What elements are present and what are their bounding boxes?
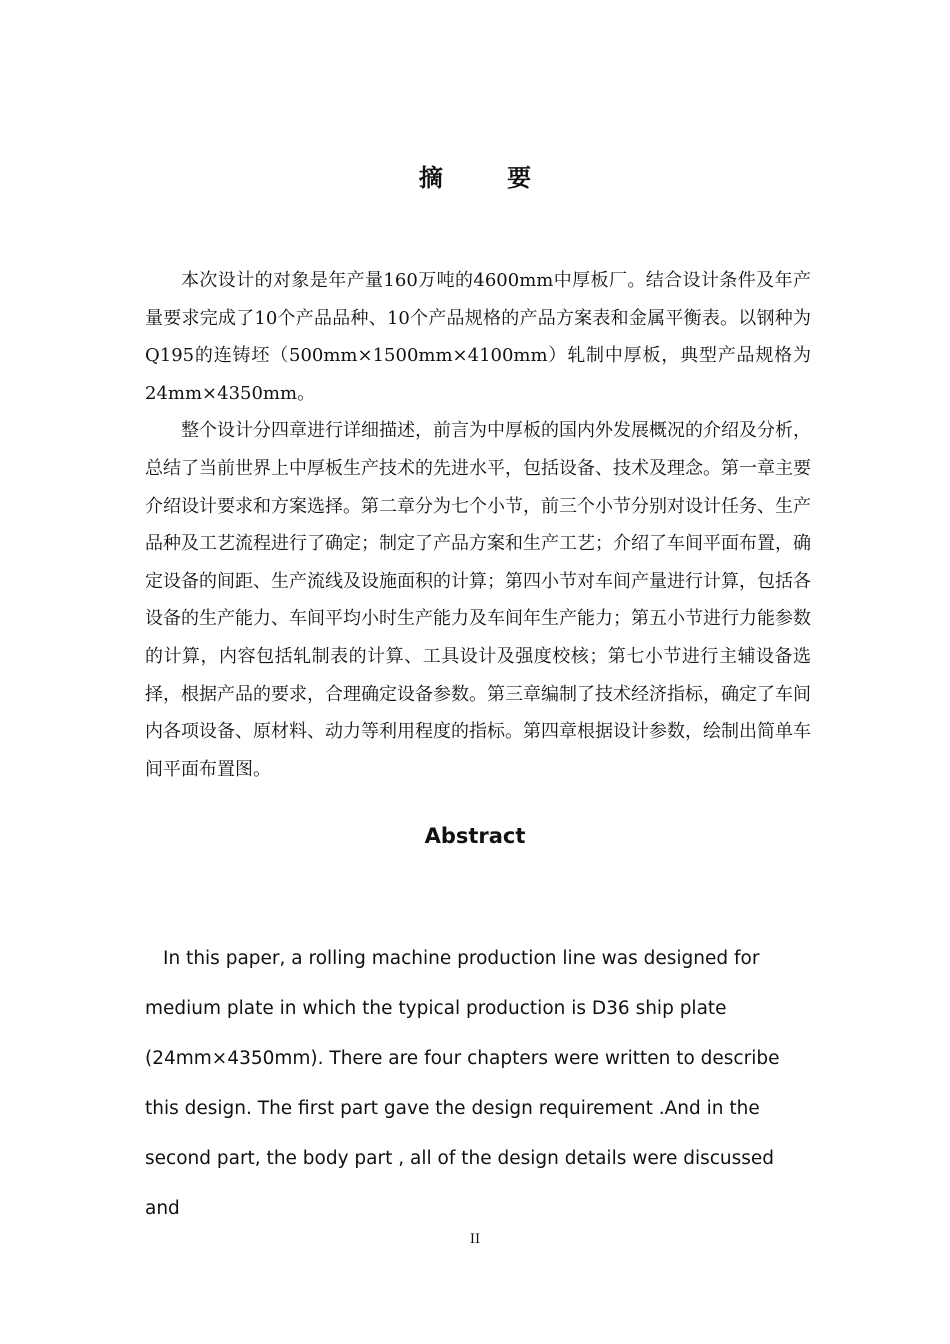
abstract-title-english: Abstract: [424, 824, 526, 848]
abstract-paragraph-chinese-2: 整个设计分四章进行详细描述，前言为中厚板的国内外发展概况的介绍及分析，总结了当前世界上中厚板生产技术的先进水平，包括设备、技术及理念。第一章主要介绍设计要求和方案选择。第二章分为七个小节，前三个小节分别对设计任务、生产品种及工艺流程进行了确定；制定了产品方案和生产工艺；介绍了车间平面布置，确定设备的间距、生产流线及设施面积的计算；第四小节对车间产量进行计算，包括各设备的生产能力、车间平均小时生产能力及车间年生产能力；第五小节进行力能参数的计算，内容包括轧制表的计算、工具设计及强度校核；第七小节进行主辅设备选择，根据产品的要求，合理确定设备参数。第三章编制了技术经济指标，确定了车间内各项设备、原材料、动力等利用程度的指标。第四章根据设计参数，绘制出简单车间平面布置图。: [145, 420, 811, 780]
abstract-paragraph-english: In this paper, a rolling machine production line was designed for medium plate in which the typical production is D36 ship plate (24mm×4350mm). There are four chapters were written to describe this design. The first part gave the design requirement .And in the second part, the body part , all of the design details were discussed and: [145, 948, 780, 1219]
abstract-paragraph-chinese-1: 本次设计的对象是年产量160万吨的4600mm中厚板厂。结合设计条件及年产量要求完成了10个产品品种、10个产品规格的产品方案表和金属平衡表。以钢种为Q195的连铸坯（500mm×1500mm×4100mm）轧制中厚板，典型产品规格为24mm×4350mm。: [145, 270, 811, 404]
abstract-title-chinese: 摘 要: [418, 163, 560, 192]
abstract-body-chinese: [145, 262, 811, 788]
abstract-body-english: [145, 934, 813, 1234]
page-number: II: [469, 1232, 481, 1247]
